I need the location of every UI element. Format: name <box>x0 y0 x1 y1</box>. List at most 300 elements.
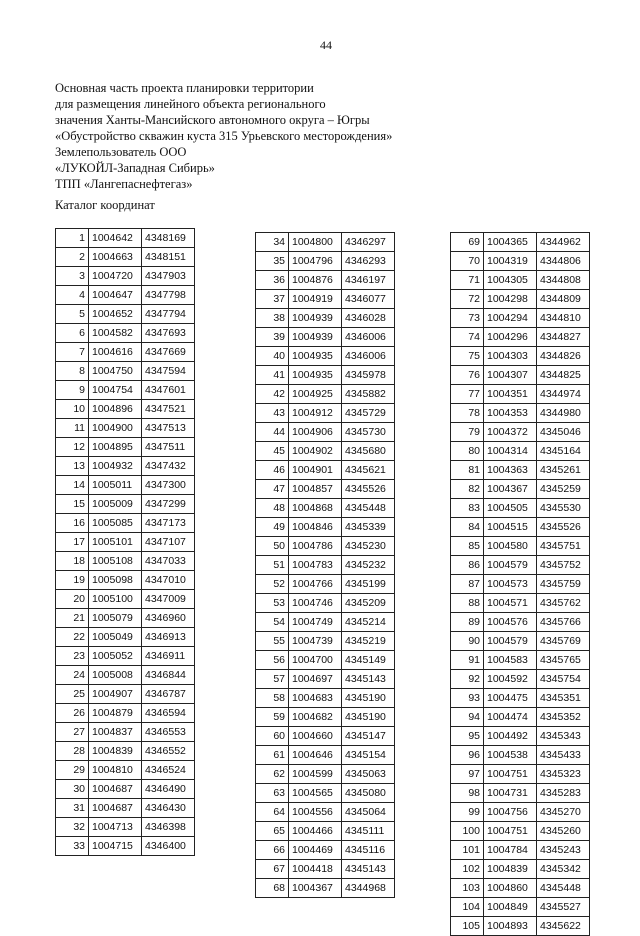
table-row <box>451 480 590 499</box>
x-coordinate-cell: 1004895 <box>89 438 142 457</box>
table-row <box>56 343 195 362</box>
point-number-cell: 38 <box>256 309 289 328</box>
table-row <box>256 689 395 708</box>
x-coordinate-cell: 1004652 <box>89 305 142 324</box>
point-number-cell: 82 <box>451 480 484 499</box>
table-row <box>256 252 395 271</box>
table-row <box>451 651 590 670</box>
y-coordinate-cell: 4345209 <box>342 594 395 613</box>
x-coordinate-cell: 1004579 <box>484 556 537 575</box>
point-number-cell: 86 <box>451 556 484 575</box>
x-coordinate-cell: 1004305 <box>484 271 537 290</box>
y-coordinate-cell: 4345759 <box>537 575 590 594</box>
y-coordinate-cell: 4345526 <box>342 480 395 499</box>
y-coordinate-cell: 4346524 <box>142 761 195 780</box>
x-coordinate-cell: 1004353 <box>484 404 537 423</box>
point-number-cell: 22 <box>56 628 89 647</box>
table-row <box>256 442 395 461</box>
y-coordinate-cell: 4345260 <box>537 822 590 841</box>
y-coordinate-cell: 4346293 <box>342 252 395 271</box>
table-row <box>256 746 395 765</box>
heading-line-3: значения Ханты-Мансийского автономного округа – Югры <box>55 113 370 127</box>
table-row <box>451 708 590 727</box>
table-row <box>451 613 590 632</box>
x-coordinate-cell: 1004592 <box>484 670 537 689</box>
page-number: 44 <box>320 38 332 52</box>
y-coordinate-cell: 4345190 <box>342 708 395 727</box>
point-number-cell: 40 <box>256 347 289 366</box>
point-number-cell: 35 <box>256 252 289 271</box>
table-row <box>451 860 590 879</box>
point-number-cell: 48 <box>256 499 289 518</box>
x-coordinate-cell: 1004505 <box>484 499 537 518</box>
table-row <box>256 727 395 746</box>
y-coordinate-cell: 4347594 <box>142 362 195 381</box>
table-row <box>451 537 590 556</box>
table-row <box>256 708 395 727</box>
x-coordinate-cell: 1004839 <box>484 860 537 879</box>
y-coordinate-cell: 4345754 <box>537 670 590 689</box>
x-coordinate-cell: 1004756 <box>484 803 537 822</box>
y-coordinate-cell: 4345164 <box>537 442 590 461</box>
point-number-cell: 55 <box>256 632 289 651</box>
y-coordinate-cell: 4348169 <box>142 229 195 248</box>
table-row <box>256 556 395 575</box>
table-row <box>451 556 590 575</box>
y-coordinate-cell: 4345527 <box>537 898 590 917</box>
x-coordinate-cell: 1004796 <box>289 252 342 271</box>
table-row <box>256 461 395 480</box>
x-coordinate-cell: 1004839 <box>89 742 142 761</box>
x-coordinate-cell: 1004868 <box>289 499 342 518</box>
y-coordinate-cell: 4345143 <box>342 670 395 689</box>
x-coordinate-cell: 1005011 <box>89 476 142 495</box>
point-number-cell: 51 <box>256 556 289 575</box>
heading-line-6: «ЛУКОЙЛ-Западная Сибирь» <box>55 161 215 175</box>
y-coordinate-cell: 4344968 <box>342 879 395 898</box>
point-number-cell: 8 <box>56 362 89 381</box>
coordinates-table-1 <box>55 228 195 856</box>
point-number-cell: 1 <box>56 229 89 248</box>
table-row <box>56 419 195 438</box>
x-coordinate-cell: 1004296 <box>484 328 537 347</box>
y-coordinate-cell: 4346197 <box>342 271 395 290</box>
y-coordinate-cell: 4345343 <box>537 727 590 746</box>
point-number-cell: 94 <box>451 708 484 727</box>
point-number-cell: 15 <box>56 495 89 514</box>
y-coordinate-cell: 4346911 <box>142 647 195 666</box>
table-row <box>256 575 395 594</box>
y-coordinate-cell: 4346400 <box>142 837 195 856</box>
point-number-cell: 43 <box>256 404 289 423</box>
table-row <box>451 309 590 328</box>
x-coordinate-cell: 1004935 <box>289 347 342 366</box>
y-coordinate-cell: 4345769 <box>537 632 590 651</box>
table-row <box>256 537 395 556</box>
point-number-cell: 16 <box>56 514 89 533</box>
point-number-cell: 75 <box>451 347 484 366</box>
x-coordinate-cell: 1004700 <box>289 651 342 670</box>
point-number-cell: 73 <box>451 309 484 328</box>
table-row <box>56 381 195 400</box>
x-coordinate-cell: 1004902 <box>289 442 342 461</box>
x-coordinate-cell: 1004642 <box>89 229 142 248</box>
table-row <box>56 533 195 552</box>
point-number-cell: 63 <box>256 784 289 803</box>
y-coordinate-cell: 4345232 <box>342 556 395 575</box>
table-row <box>56 628 195 647</box>
x-coordinate-cell: 1004697 <box>289 670 342 689</box>
table-row <box>451 746 590 765</box>
point-number-cell: 92 <box>451 670 484 689</box>
point-number-cell: 57 <box>256 670 289 689</box>
table-row <box>256 765 395 784</box>
point-number-cell: 67 <box>256 860 289 879</box>
y-coordinate-cell: 4346787 <box>142 685 195 704</box>
point-number-cell: 20 <box>56 590 89 609</box>
table-row <box>451 252 590 271</box>
table-row <box>451 803 590 822</box>
table-row <box>451 765 590 784</box>
table-row <box>56 799 195 818</box>
point-number-cell: 79 <box>451 423 484 442</box>
x-coordinate-cell: 1004810 <box>89 761 142 780</box>
table-row <box>56 818 195 837</box>
y-coordinate-cell: 4347432 <box>142 457 195 476</box>
point-number-cell: 69 <box>451 233 484 252</box>
point-number-cell: 39 <box>256 328 289 347</box>
point-number-cell: 14 <box>56 476 89 495</box>
point-number-cell: 29 <box>56 761 89 780</box>
table-row <box>451 366 590 385</box>
table-row <box>56 666 195 685</box>
y-coordinate-cell: 4345730 <box>342 423 395 442</box>
point-number-cell: 61 <box>256 746 289 765</box>
point-number-cell: 12 <box>56 438 89 457</box>
table-row <box>451 632 590 651</box>
x-coordinate-cell: 1004582 <box>89 324 142 343</box>
table-row <box>56 780 195 799</box>
table-row <box>56 571 195 590</box>
x-coordinate-cell: 1004749 <box>289 613 342 632</box>
point-number-cell: 81 <box>451 461 484 480</box>
y-coordinate-cell: 4345622 <box>537 917 590 936</box>
x-coordinate-cell: 1004683 <box>289 689 342 708</box>
table-row <box>256 366 395 385</box>
table-row <box>451 727 590 746</box>
y-coordinate-cell: 4347107 <box>142 533 195 552</box>
table-row <box>451 518 590 537</box>
point-number-cell: 97 <box>451 765 484 784</box>
x-coordinate-cell: 1004731 <box>484 784 537 803</box>
table-row <box>451 898 590 917</box>
x-coordinate-cell: 1004919 <box>289 290 342 309</box>
table-row <box>256 328 395 347</box>
table-row <box>256 480 395 499</box>
x-coordinate-cell: 1004580 <box>484 537 537 556</box>
y-coordinate-cell: 4345342 <box>537 860 590 879</box>
y-coordinate-cell: 4347794 <box>142 305 195 324</box>
table-row <box>451 841 590 860</box>
point-number-cell: 65 <box>256 822 289 841</box>
x-coordinate-cell: 1004351 <box>484 385 537 404</box>
y-coordinate-cell: 4345259 <box>537 480 590 499</box>
y-coordinate-cell: 4346077 <box>342 290 395 309</box>
y-coordinate-cell: 4345339 <box>342 518 395 537</box>
point-number-cell: 72 <box>451 290 484 309</box>
point-number-cell: 33 <box>56 837 89 856</box>
y-coordinate-cell: 4347798 <box>142 286 195 305</box>
point-number-cell: 19 <box>56 571 89 590</box>
point-number-cell: 70 <box>451 252 484 271</box>
table-row <box>256 860 395 879</box>
table-row <box>56 324 195 343</box>
y-coordinate-cell: 4347669 <box>142 343 195 362</box>
x-coordinate-cell: 1004466 <box>289 822 342 841</box>
y-coordinate-cell: 4344974 <box>537 385 590 404</box>
point-number-cell: 76 <box>451 366 484 385</box>
y-coordinate-cell: 4347010 <box>142 571 195 590</box>
table-row <box>256 385 395 404</box>
y-coordinate-cell: 4344808 <box>537 271 590 290</box>
table-row <box>451 290 590 309</box>
y-coordinate-cell: 4345270 <box>537 803 590 822</box>
y-coordinate-cell: 4345063 <box>342 765 395 784</box>
x-coordinate-cell: 1004538 <box>484 746 537 765</box>
table-row <box>256 518 395 537</box>
table-row <box>56 590 195 609</box>
point-number-cell: 89 <box>451 613 484 632</box>
point-number-cell: 93 <box>451 689 484 708</box>
x-coordinate-cell: 1004367 <box>289 879 342 898</box>
point-number-cell: 53 <box>256 594 289 613</box>
y-coordinate-cell: 4345147 <box>342 727 395 746</box>
y-coordinate-cell: 4345352 <box>537 708 590 727</box>
point-number-cell: 98 <box>451 784 484 803</box>
table-row <box>451 442 590 461</box>
y-coordinate-cell: 4347693 <box>142 324 195 343</box>
x-coordinate-cell: 1004303 <box>484 347 537 366</box>
x-coordinate-cell: 1004900 <box>89 419 142 438</box>
table-row <box>256 271 395 290</box>
y-coordinate-cell: 4345199 <box>342 575 395 594</box>
point-number-cell: 83 <box>451 499 484 518</box>
heading-line-4: «Обустройство скважин куста 315 Урьевского месторождения» <box>55 129 393 143</box>
y-coordinate-cell: 4344825 <box>537 366 590 385</box>
table-row <box>56 438 195 457</box>
table-row <box>56 704 195 723</box>
table-row <box>256 233 395 252</box>
x-coordinate-cell: 1005085 <box>89 514 142 533</box>
point-number-cell: 104 <box>451 898 484 917</box>
y-coordinate-cell: 4345230 <box>342 537 395 556</box>
point-number-cell: 23 <box>56 647 89 666</box>
y-coordinate-cell: 4346398 <box>142 818 195 837</box>
y-coordinate-cell: 4344810 <box>537 309 590 328</box>
y-coordinate-cell: 4344809 <box>537 290 590 309</box>
y-coordinate-cell: 4346594 <box>142 704 195 723</box>
y-coordinate-cell: 4345283 <box>537 784 590 803</box>
point-number-cell: 88 <box>451 594 484 613</box>
point-number-cell: 44 <box>256 423 289 442</box>
x-coordinate-cell: 1004800 <box>289 233 342 252</box>
x-coordinate-cell: 1004857 <box>289 480 342 499</box>
y-coordinate-cell: 4344980 <box>537 404 590 423</box>
table-row <box>56 837 195 856</box>
point-number-cell: 17 <box>56 533 89 552</box>
x-coordinate-cell: 1004907 <box>89 685 142 704</box>
table-row <box>256 841 395 860</box>
coordinates-table-2 <box>255 232 395 898</box>
point-number-cell: 45 <box>256 442 289 461</box>
point-number-cell: 60 <box>256 727 289 746</box>
x-coordinate-cell: 1004647 <box>89 286 142 305</box>
table-row <box>56 495 195 514</box>
table-row <box>256 784 395 803</box>
y-coordinate-cell: 4345190 <box>342 689 395 708</box>
y-coordinate-cell: 4346430 <box>142 799 195 818</box>
x-coordinate-cell: 1004754 <box>89 381 142 400</box>
x-coordinate-cell: 1004660 <box>289 727 342 746</box>
point-number-cell: 25 <box>56 685 89 704</box>
y-coordinate-cell: 4345882 <box>342 385 395 404</box>
y-coordinate-cell: 4345261 <box>537 461 590 480</box>
catalog-title: Каталог координат <box>55 198 155 212</box>
x-coordinate-cell: 1004783 <box>289 556 342 575</box>
table-row <box>451 879 590 898</box>
y-coordinate-cell: 4345046 <box>537 423 590 442</box>
table-row <box>451 784 590 803</box>
y-coordinate-cell: 4347511 <box>142 438 195 457</box>
x-coordinate-cell: 1004418 <box>289 860 342 879</box>
y-coordinate-cell: 4345433 <box>537 746 590 765</box>
point-number-cell: 24 <box>56 666 89 685</box>
y-coordinate-cell: 4345448 <box>342 499 395 518</box>
x-coordinate-cell: 1004846 <box>289 518 342 537</box>
y-coordinate-cell: 4347299 <box>142 495 195 514</box>
point-number-cell: 41 <box>256 366 289 385</box>
table-row <box>56 248 195 267</box>
point-number-cell: 90 <box>451 632 484 651</box>
y-coordinate-cell: 4347601 <box>142 381 195 400</box>
point-number-cell: 13 <box>56 457 89 476</box>
point-number-cell: 30 <box>56 780 89 799</box>
table-row <box>256 309 395 328</box>
point-number-cell: 100 <box>451 822 484 841</box>
y-coordinate-cell: 4347300 <box>142 476 195 495</box>
table-row <box>56 647 195 666</box>
point-number-cell: 96 <box>451 746 484 765</box>
x-coordinate-cell: 1004860 <box>484 879 537 898</box>
point-number-cell: 105 <box>451 917 484 936</box>
heading-line-2: для размещения линейного объекта регионального <box>55 97 326 111</box>
x-coordinate-cell: 1004556 <box>289 803 342 822</box>
x-coordinate-cell: 1004583 <box>484 651 537 670</box>
table-row <box>56 609 195 628</box>
y-coordinate-cell: 4346028 <box>342 309 395 328</box>
y-coordinate-cell: 4345680 <box>342 442 395 461</box>
y-coordinate-cell: 4345762 <box>537 594 590 613</box>
point-number-cell: 77 <box>451 385 484 404</box>
y-coordinate-cell: 4345751 <box>537 537 590 556</box>
x-coordinate-cell: 1004837 <box>89 723 142 742</box>
point-number-cell: 56 <box>256 651 289 670</box>
table-row <box>56 362 195 381</box>
point-number-cell: 5 <box>56 305 89 324</box>
x-coordinate-cell: 1004475 <box>484 689 537 708</box>
x-coordinate-cell: 1004616 <box>89 343 142 362</box>
point-number-cell: 91 <box>451 651 484 670</box>
point-number-cell: 71 <box>451 271 484 290</box>
heading-line-7: ТПП «Лангепаснефтегаз» <box>55 177 193 191</box>
point-number-cell: 11 <box>56 419 89 438</box>
table-row <box>56 229 195 248</box>
table-row <box>56 685 195 704</box>
y-coordinate-cell: 4348151 <box>142 248 195 267</box>
x-coordinate-cell: 1004571 <box>484 594 537 613</box>
table-row <box>256 670 395 689</box>
point-number-cell: 64 <box>256 803 289 822</box>
point-number-cell: 32 <box>56 818 89 837</box>
point-number-cell: 36 <box>256 271 289 290</box>
y-coordinate-cell: 4345116 <box>342 841 395 860</box>
table-row <box>451 328 590 347</box>
heading-line-5: Землепользователь ООО <box>55 145 187 159</box>
y-coordinate-cell: 4345064 <box>342 803 395 822</box>
x-coordinate-cell: 1005052 <box>89 647 142 666</box>
y-coordinate-cell: 4344826 <box>537 347 590 366</box>
x-coordinate-cell: 1004579 <box>484 632 537 651</box>
x-coordinate-cell: 1004363 <box>484 461 537 480</box>
table-row <box>56 305 195 324</box>
point-number-cell: 49 <box>256 518 289 537</box>
table-row <box>451 822 590 841</box>
x-coordinate-cell: 1004746 <box>289 594 342 613</box>
point-number-cell: 78 <box>451 404 484 423</box>
point-number-cell: 9 <box>56 381 89 400</box>
x-coordinate-cell: 1005049 <box>89 628 142 647</box>
y-coordinate-cell: 4345978 <box>342 366 395 385</box>
x-coordinate-cell: 1004372 <box>484 423 537 442</box>
point-number-cell: 46 <box>256 461 289 480</box>
table-row <box>256 499 395 518</box>
y-coordinate-cell: 4345621 <box>342 461 395 480</box>
table-row <box>256 594 395 613</box>
x-coordinate-cell: 1004687 <box>89 799 142 818</box>
point-number-cell: 58 <box>256 689 289 708</box>
point-number-cell: 84 <box>451 518 484 537</box>
table-row <box>256 613 395 632</box>
table-row <box>451 461 590 480</box>
x-coordinate-cell: 1004766 <box>289 575 342 594</box>
x-coordinate-cell: 1004365 <box>484 233 537 252</box>
point-number-cell: 66 <box>256 841 289 860</box>
point-number-cell: 42 <box>256 385 289 404</box>
table-row <box>451 917 590 936</box>
y-coordinate-cell: 4345219 <box>342 632 395 651</box>
y-coordinate-cell: 4344827 <box>537 328 590 347</box>
table-row <box>56 457 195 476</box>
y-coordinate-cell: 4345530 <box>537 499 590 518</box>
x-coordinate-cell: 1004786 <box>289 537 342 556</box>
document-heading <box>55 80 475 192</box>
y-coordinate-cell: 4347033 <box>142 552 195 571</box>
point-number-cell: 62 <box>256 765 289 784</box>
point-number-cell: 52 <box>256 575 289 594</box>
y-coordinate-cell: 4346913 <box>142 628 195 647</box>
x-coordinate-cell: 1004906 <box>289 423 342 442</box>
x-coordinate-cell: 1004784 <box>484 841 537 860</box>
